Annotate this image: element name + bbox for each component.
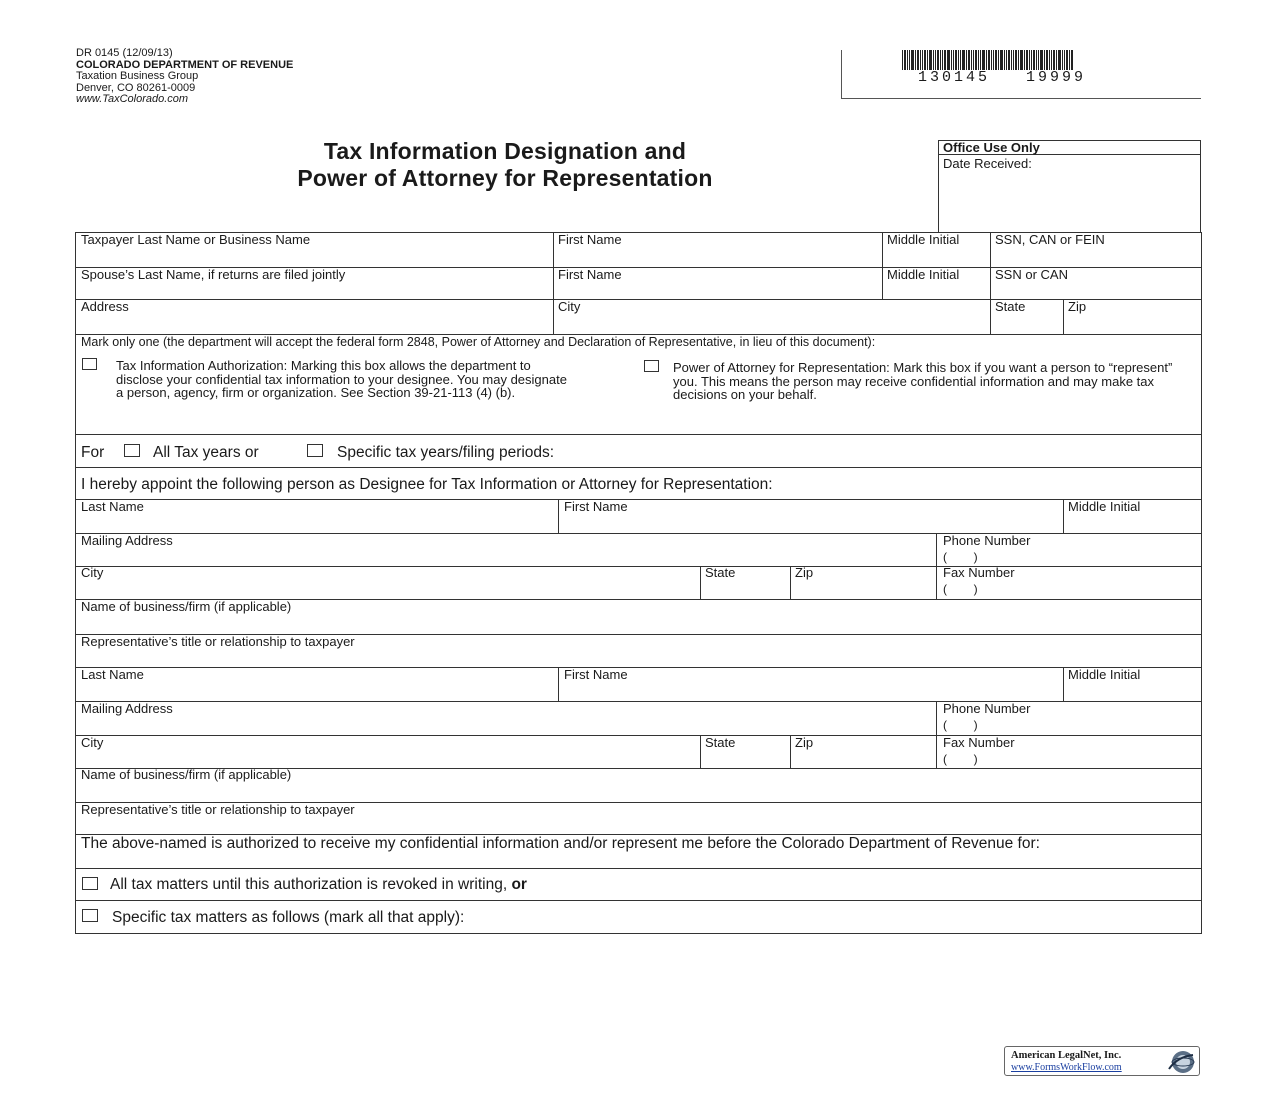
designee2-first-name-field[interactable]: First Name — [564, 667, 628, 682]
specific-tax-years-label: Specific tax years/filing periods: — [337, 444, 555, 461]
taxpayer-city-field[interactable]: City — [558, 299, 581, 314]
taxpayer-last-name-field[interactable]: Taxpayer Last Name or Business Name — [81, 232, 311, 247]
all-tax-matters-or: or — [511, 876, 527, 893]
designee1-first-name-field[interactable]: First Name — [564, 499, 628, 514]
department-name: COLORADO DEPARTMENT OF REVENUE — [76, 58, 294, 71]
mark-only-one-instruction: Mark only one (the department will accept the federal form 2848, Power of Attorney and Declaration of Representative, in lieu of this document): — [81, 335, 876, 349]
taxpayer-address-field[interactable]: Address — [81, 299, 129, 314]
designee1-city-field[interactable]: City — [81, 565, 104, 580]
barcode-number: 130145 19999 — [918, 69, 1087, 86]
globe-icon — [1165, 1049, 1197, 1075]
taxpayer-zip-field[interactable]: Zip — [1068, 299, 1087, 314]
designee1-business-field[interactable]: Name of business/firm (if applicable) — [81, 599, 292, 614]
logo-url-link[interactable]: www.FormsWorkFlow.com — [1011, 1062, 1122, 1073]
designee1-fax-field[interactable]: Fax Number — [943, 565, 1015, 580]
designee2-business-field[interactable]: Name of business/firm (if applicable) — [81, 767, 292, 782]
title-line-2: Power of Attorney for Representation — [297, 165, 713, 191]
taxpayer-state-field[interactable]: State — [995, 299, 1026, 314]
all-tax-matters-checkbox[interactable] — [82, 877, 98, 890]
department-website: www.TaxColorado.com — [76, 93, 189, 105]
spouse-middle-initial-field[interactable]: Middle Initial — [887, 267, 960, 282]
designee1-phone-area-code: ( ) — [943, 550, 978, 564]
taxpayer-ssn-field[interactable]: SSN, CAN or FEIN — [995, 232, 1105, 247]
barcode-bars — [902, 50, 1074, 70]
taxpayer-first-name-field[interactable]: First Name — [558, 232, 622, 247]
tax-info-authorization-checkbox[interactable] — [82, 358, 97, 370]
designee1-last-name-field[interactable]: Last Name — [81, 499, 144, 514]
specific-tax-matters-label: Specific tax matters as follows (mark all that apply): — [112, 909, 465, 926]
office-use-heading: Office Use Only — [943, 140, 1040, 155]
designee2-state-field[interactable]: State — [705, 735, 736, 750]
authorized-statement: The above-named is authorized to receive my confidential information and/or represent me before the Colorado Department of Revenue for: — [81, 835, 1040, 852]
office-use-box — [938, 140, 1201, 233]
designee2-last-name-field[interactable]: Last Name — [81, 667, 144, 682]
logo-company-name: American LegalNet, Inc. — [1011, 1050, 1122, 1061]
specific-tax-years-checkbox[interactable] — [307, 444, 323, 457]
for-label: For — [81, 444, 105, 461]
power-of-attorney-text: Power of Attorney for Representation: Mark this box if you want a person to “represent” you. This means the person may receive confidential information and may make tax decisions on your behalf. — [673, 360, 1173, 402]
taxpayer-middle-initial-field[interactable]: Middle Initial — [887, 232, 960, 247]
spouse-last-name-field[interactable]: Spouse’s Last Name, if returns are filed jointly — [81, 267, 346, 282]
power-of-attorney-checkbox[interactable] — [644, 360, 659, 372]
specific-tax-matters-checkbox[interactable] — [82, 909, 98, 922]
form-number: DR 0145 (12/09/13) — [76, 47, 173, 59]
designee1-fax-area-code: ( ) — [943, 582, 978, 596]
appoint-statement: I hereby appoint the following person as Designee for Tax Information or Attorney for Representation: — [81, 476, 773, 493]
designee2-middle-initial-field[interactable]: Middle Initial — [1068, 667, 1141, 682]
barcode-area — [841, 50, 1201, 99]
designee2-fax-area-code: ( ) — [943, 752, 978, 766]
designee2-mailing-address-field[interactable]: Mailing Address — [81, 701, 173, 716]
tax-info-authorization-text: Tax Information Authorization: Marking this box allows the department to disclose your confidential tax information to your designee. You may designate a person, agency, firm or organization. See Section 39-21-113 (4) (b). — [116, 358, 567, 400]
designee1-phone-field[interactable]: Phone Number — [943, 533, 1031, 548]
date-received-label: Date Received: — [943, 156, 1032, 171]
designee2-city-field[interactable]: City — [81, 735, 104, 750]
designee2-zip-field[interactable]: Zip — [795, 735, 814, 750]
spouse-ssn-field[interactable]: SSN or CAN — [995, 267, 1068, 282]
designee2-fax-field[interactable]: Fax Number — [943, 735, 1015, 750]
all-tax-years-label: All Tax years or — [153, 444, 259, 461]
title-line-1: Tax Information Designation and — [323, 138, 687, 164]
department-address: Denver, CO 80261-0009 — [76, 81, 196, 94]
designee1-state-field[interactable]: State — [705, 565, 736, 580]
all-tax-matters-label — [110, 876, 527, 893]
form-title — [170, 138, 840, 192]
designee1-zip-field[interactable]: Zip — [795, 565, 814, 580]
designee1-title-field[interactable]: Representative’s title or relationship to taxpayer — [81, 634, 355, 649]
designee1-mailing-address-field[interactable]: Mailing Address — [81, 533, 173, 548]
designee2-title-field[interactable]: Representative’s title or relationship to taxpayer — [81, 802, 355, 817]
form-header — [76, 48, 293, 106]
spouse-first-name-field[interactable]: First Name — [558, 267, 622, 282]
designee2-phone-field[interactable]: Phone Number — [943, 701, 1031, 716]
american-legalnet-logo — [1004, 1046, 1200, 1076]
designee1-middle-initial-field[interactable]: Middle Initial — [1068, 499, 1141, 514]
all-tax-matters-text: All tax matters until this authorization is revoked in writing, — [110, 876, 508, 893]
designee2-phone-area-code: ( ) — [943, 718, 978, 732]
all-tax-years-checkbox[interactable] — [124, 444, 140, 457]
department-group: Taxation Business Group — [76, 70, 199, 82]
